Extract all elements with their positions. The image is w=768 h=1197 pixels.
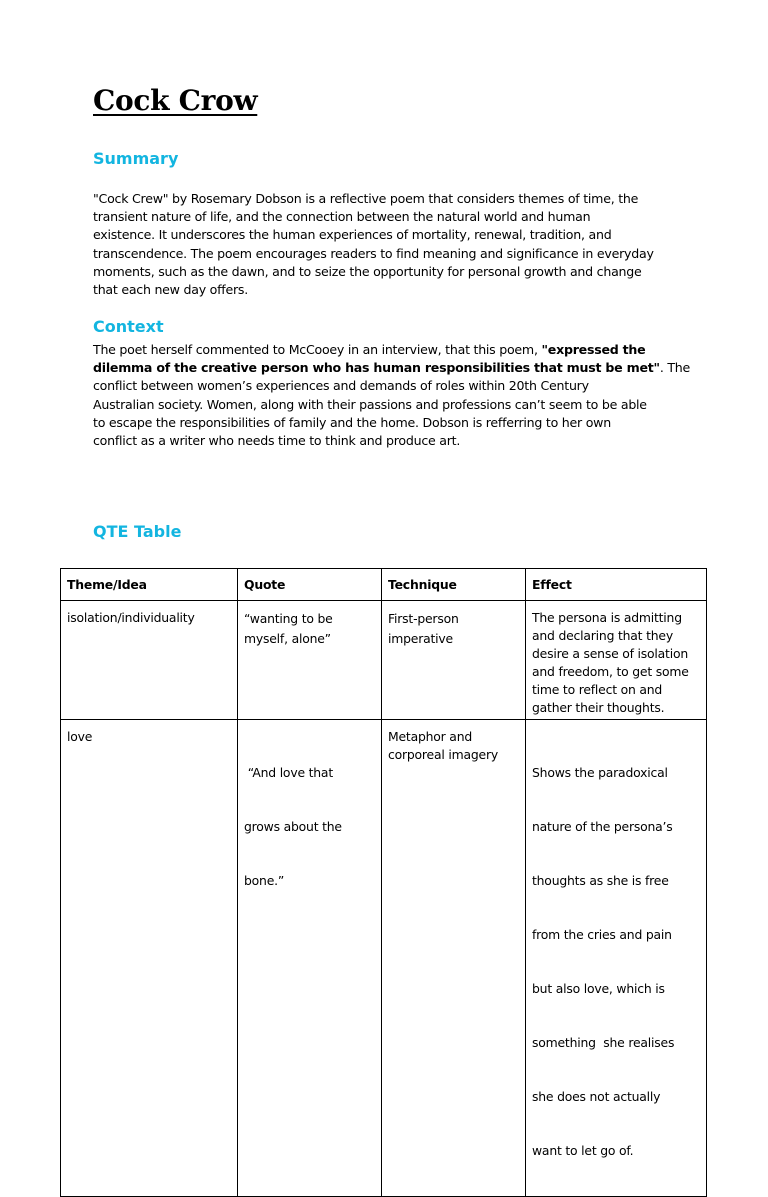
summary-line: existence. It underscores the human experiences of mortality, renewal, tradition, and [93,227,612,243]
cell-line: and freedom, to get some [532,664,689,679]
cell-quote [238,720,382,1197]
cell-line: imperative [388,631,453,646]
cell-line: nature of the persona’s [532,819,673,834]
context-text: The poet herself commented to McCooey in an interview, that this poem, [93,342,542,357]
context-line: Australian society. Women, along with their passions and professions can’t seem to be able [93,396,647,412]
header-effect: Effect [526,569,707,601]
page-title: Cock Crow [93,84,258,117]
cell-line: Shows the paradoxical [532,765,668,780]
cell-line: First-person [388,611,459,626]
context-line: conflict between women’s experiences and demands of roles within 20th Century [93,378,589,394]
cell-line: thoughts as she is free [532,873,669,888]
cell-effect [526,720,707,1197]
cell-line: from the cries and pain [532,927,672,942]
cell-line: want to let go of. [532,1143,634,1158]
cell-theme: love [61,720,238,1197]
summary-line: "Cock Crew" by Rosemary Dobson is a reflective poem that considers themes of time, the [93,191,639,206]
cell-line: grows about the [244,819,342,834]
cell-line: “And love that [244,765,333,780]
cell-quote [238,601,382,720]
summary-line: that each new day offers. [93,282,248,298]
cell-line: Metaphor and [388,729,473,744]
table-row [61,601,707,720]
cell-line: but also love, which is [532,981,665,996]
summary-line: transient nature of life, and the connection between the natural world and human [93,209,591,225]
cell-effect [526,601,707,720]
cell-line: bone.” [244,873,285,888]
cell-line: she does not actually [532,1089,661,1104]
header-quote: Quote [238,569,382,601]
cell-line: desire a sense of isolation [532,646,688,661]
context-heading: Context [93,317,164,336]
cell-line: myself, alone” [244,631,331,646]
cell-technique [382,720,526,1197]
header-technique: Technique [382,569,526,601]
header-theme: Theme/Idea [61,569,238,601]
context-line: to escape the responsibilities of family and the home. Dobson is refferring to her own [93,414,611,430]
qte-table [60,568,707,1197]
cell-line: something she realises [532,1035,675,1050]
cell-line: time to reflect on and [532,682,663,697]
table-header-row [61,569,707,601]
cell-line: The persona is admitting [532,610,682,625]
qte-heading: QTE Table [93,522,182,541]
summary-line: moments, such as the dawn, and to seize the opportunity for personal growth and change [93,263,642,279]
context-text: . The [659,360,690,376]
cell-line: corporeal imagery [388,747,498,762]
cell-theme: isolation/individuality [61,601,238,720]
cell-line: “wanting to be [244,611,333,626]
summary-line: transcendence. The poem encourages readers to find meaning and significance in everyday [93,245,654,261]
context-line [93,359,693,377]
cell-line: gather their thoughts. [532,700,665,715]
context-line: conflict as a writer who needs time to think and produce art. [93,433,461,449]
table-row [61,720,707,1197]
context-line [93,341,693,359]
cell-line: and declaring that they [532,628,673,643]
context-paragraph [93,341,693,450]
summary-paragraph [93,190,693,299]
cell-technique [382,601,526,720]
context-quote: dilemma of the creative person who has human responsibilities that must be met" [93,360,660,376]
summary-heading: Summary [93,149,179,168]
context-quote: "expressed the [541,342,646,357]
